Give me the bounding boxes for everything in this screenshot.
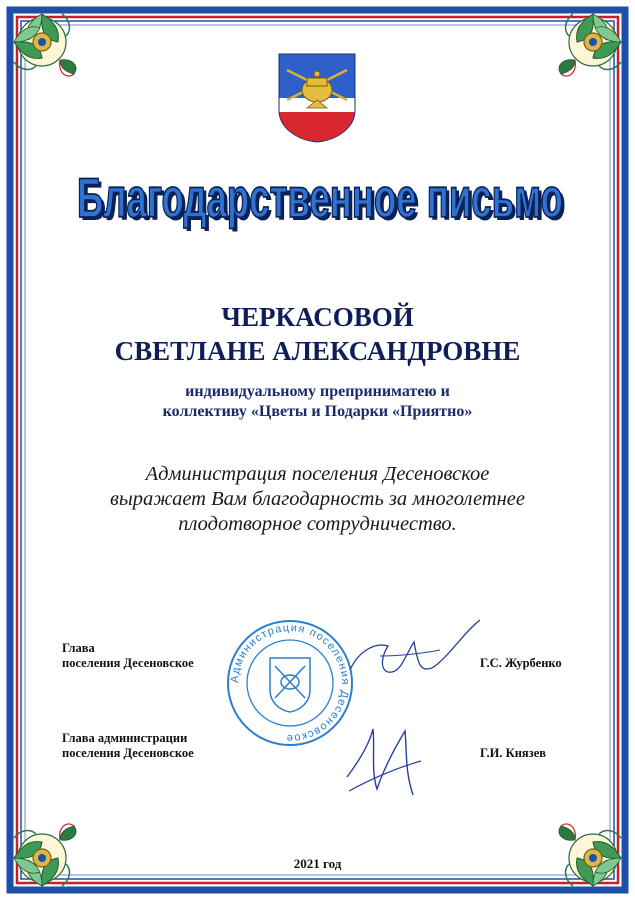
signatory-2-position	[62, 731, 194, 761]
message-line3: плодотворное сотрудничество.	[178, 513, 457, 535]
coat-of-arms-emblem	[277, 52, 357, 144]
signatory-1-name: Г.С. Журбенко	[480, 656, 562, 670]
recipient-name: СВЕТЛАНЕ АЛЕКСАНДРОВНЕ	[114, 336, 521, 366]
signatory-1-position-line2: поселения Десеновское	[62, 656, 194, 670]
signatory-2-position-line1: Глава администрации	[62, 731, 188, 745]
signatory-1-position	[62, 641, 194, 671]
signatory-2-name: Г.И. Князев	[480, 746, 546, 760]
signatory-2-position-line2: поселения Десеновское	[62, 746, 194, 760]
title-banner	[70, 140, 570, 232]
recipient-role-line1: индивидуальному преприниматею и	[185, 383, 450, 400]
title-text: Благодарственное письмо	[77, 166, 563, 229]
signature-2	[335, 705, 430, 805]
message-line2: выражает Вам благодарность за многолетнее	[110, 488, 525, 510]
signature-1	[340, 612, 490, 702]
title-shadow: Благодарственное письмо	[80, 169, 566, 232]
recipient-role-line2: коллективу «Цветы и Подарки «Приятно»	[162, 403, 473, 420]
recipient-surname: ЧЕРКАСОВОЙ	[221, 302, 414, 332]
year: 2021 год	[293, 856, 342, 871]
stamp-text: Администрация поселения Десеновское	[228, 621, 352, 745]
message-line1: Администрация поселения Десеновское	[145, 463, 490, 485]
signatory-1-position-line1: Глава	[62, 641, 95, 655]
